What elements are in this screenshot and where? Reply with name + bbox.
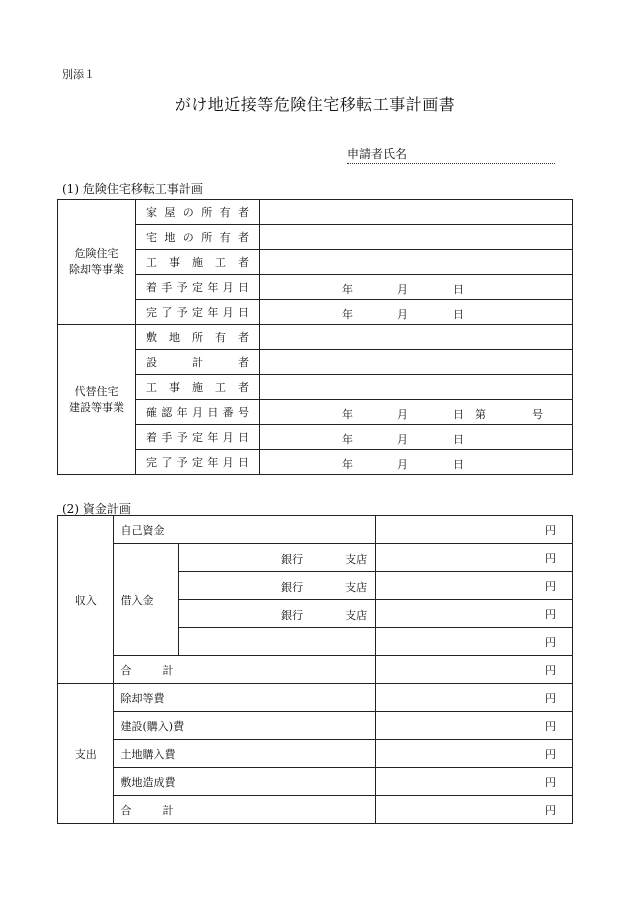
expense-total-label: 合 計 [114, 796, 375, 824]
start-date-field[interactable]: 年 月 日 [260, 275, 573, 300]
contractor-field[interactable] [260, 250, 573, 275]
site-owner-field[interactable] [260, 325, 573, 350]
group-demolition: 危険住宅 除却等事業 [58, 200, 136, 325]
start-date2-field[interactable]: 年 月 日 [260, 425, 573, 450]
row-label: 設計者 [136, 350, 260, 375]
row-label: 家屋の所有者 [136, 200, 260, 225]
loan-bank-field[interactable]: 銀行 支店 [179, 544, 375, 572]
loan-bank-field[interactable]: 銀行 支店 [179, 600, 375, 628]
attachment-label: 別添１ [62, 68, 95, 81]
row-label: 確認年月日番号 [136, 400, 260, 425]
section2-heading: (2) 資金計画 [62, 502, 131, 516]
row-label: 宅地の所有者 [136, 225, 260, 250]
row-label: 着手予定年月日 [136, 425, 260, 450]
applicant-name-label: 申請者氏名 [347, 147, 408, 161]
row-label: 完了予定年月日 [136, 450, 260, 475]
loan-amount[interactable]: 円 [375, 572, 572, 600]
contractor2-field[interactable] [260, 375, 573, 400]
loan-label: 借入金 [114, 544, 179, 656]
row-label: 着手予定年月日 [136, 275, 260, 300]
house-owner-field[interactable] [260, 200, 573, 225]
expense-amount[interactable]: 円 [375, 768, 572, 796]
funding-plan-table [57, 515, 573, 824]
expense-item-label: 建設(購入)費 [114, 712, 375, 740]
completion-date-field[interactable]: 年 月 日 [260, 300, 573, 325]
expense-item-label: 土地購入費 [114, 740, 375, 768]
own-funds-amount[interactable]: 円 [375, 516, 572, 544]
loan-bank-field[interactable] [179, 628, 375, 656]
confirmation-number-field[interactable]: 年 月 日 第 号 [260, 400, 573, 425]
expense-total-amount[interactable]: 円 [375, 796, 572, 824]
row-label: 工事施工者 [136, 250, 260, 275]
row-label: 敷地所有者 [136, 325, 260, 350]
designer-field[interactable] [260, 350, 573, 375]
row-label: 完了予定年月日 [136, 300, 260, 325]
income-label: 収入 [58, 516, 114, 684]
completion-date2-field[interactable]: 年 月 日 [260, 450, 573, 475]
applicant-name-field[interactable] [347, 145, 555, 164]
income-total-amount[interactable]: 円 [375, 656, 572, 684]
loan-amount[interactable]: 円 [375, 600, 572, 628]
expense-label: 支出 [58, 684, 114, 824]
expense-amount[interactable]: 円 [375, 740, 572, 768]
loan-amount[interactable]: 円 [375, 544, 572, 572]
expense-amount[interactable]: 円 [375, 712, 572, 740]
own-funds-label: 自己資金 [114, 516, 375, 544]
income-total-label: 合 計 [114, 656, 375, 684]
expense-item-label: 敷地造成費 [114, 768, 375, 796]
loan-amount[interactable]: 円 [375, 628, 572, 656]
land-owner-field[interactable] [260, 225, 573, 250]
construction-plan-table [57, 199, 573, 475]
expense-item-label: 除却等費 [114, 684, 375, 712]
row-label: 工事施工者 [136, 375, 260, 400]
group-replacement: 代替住宅 建設等事業 [58, 325, 136, 475]
page-title: がけ地近接等危険住宅移転工事計画書 [174, 95, 456, 114]
section1-heading: (1) 危険住宅移転工事計画 [62, 182, 203, 196]
expense-amount[interactable]: 円 [375, 684, 572, 712]
loan-bank-field[interactable]: 銀行 支店 [179, 572, 375, 600]
